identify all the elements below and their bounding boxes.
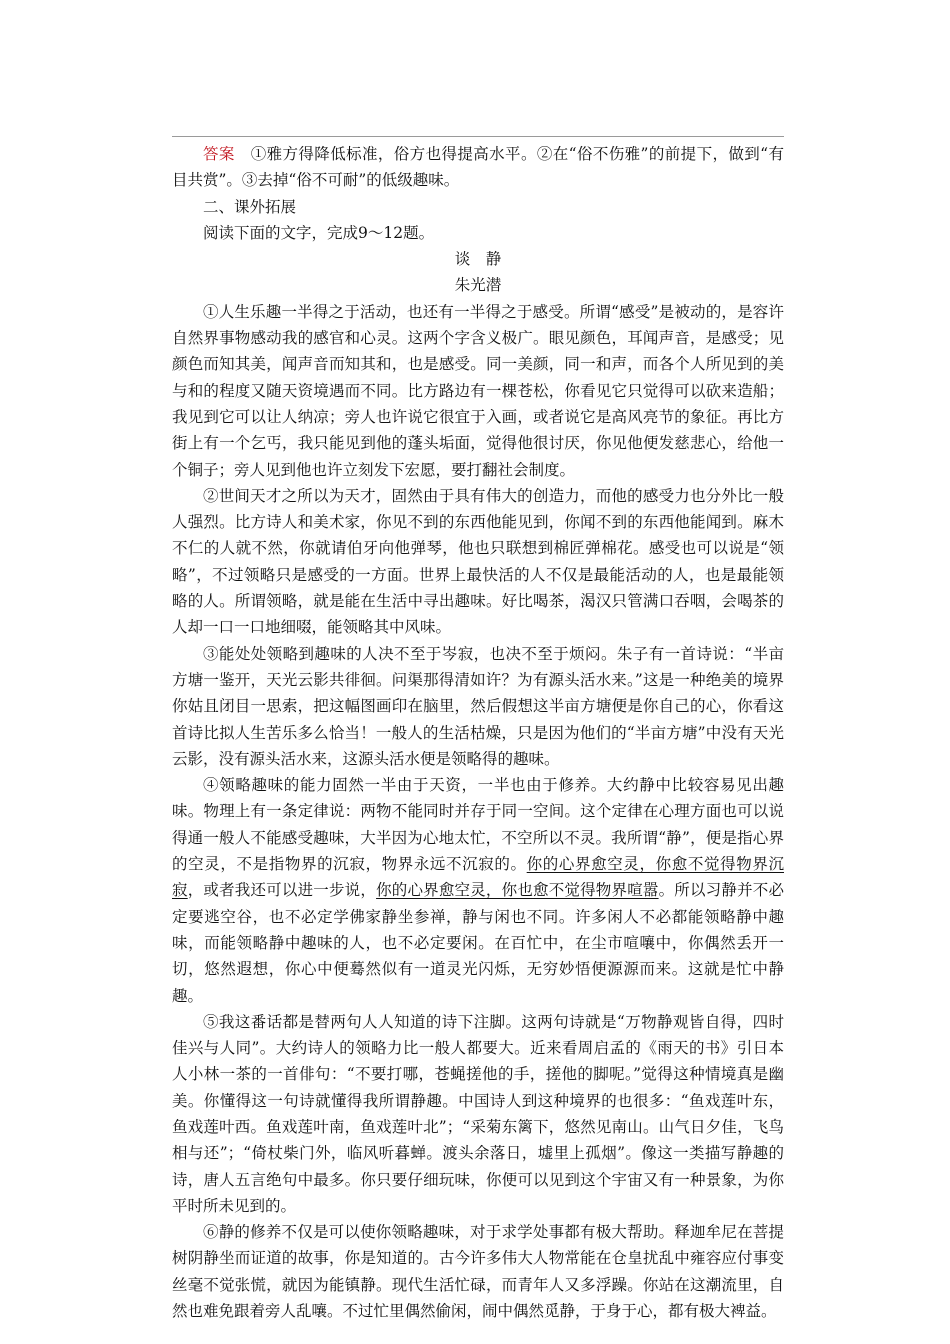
article-title: 谈 静 (454, 250, 502, 269)
underlined-sentence-1: 你的心界愈空灵，你愈不觉得物界沉寂 (172, 855, 784, 900)
article-paragraph-2: ②世间天才之所以为天才，固然由于具有伟大的创造力，而他的感受力也分外比一般人强烈。比方诗人和美术家，你见不到的东西他能见到，你闻不到的东西他能闻到。麻木不仁的人就不然，你就请伯牙向他弹琴，他也只联想到棉匠弹棉花。感受也可以说是“领略”，不过领略只是感受的一方面。世界上最快活的人不仅是最能活动的人，也是最能领略的人。所谓领略，就是能在生活中寻出趣味。好比喝茶，渴汉只管满口吞咽，会喝茶的人却一口一口地细啜，能领略其中风味。 (172, 486, 784, 637)
header-rule (172, 136, 784, 137)
answer-paragraph (172, 141, 784, 194)
section-heading: 二、课外拓展 (203, 197, 297, 216)
article-paragraph-5: ⑤我这番话都是替两句人人知道的诗下注脚。这两句诗就是“万物静观皆自得，四时佳兴与人同”。大约诗人的领略力比一般人都要大。近来看周启孟的《雨天的书》引日本人小林一茶的一首俳句：“不要打哪，苍蝇搓他的手，搓他的脚呢。”觉得这种情境真是幽美。你懂得这一句诗就懂得我所谓静趣。中国诗人到这种境界的也很多：“鱼戏莲叶东，鱼戏莲叶西。鱼戏莲叶南，鱼戏莲叶北”；“采菊东篱下，悠然见南山。山气日夕佳，飞鸟相与还”；“倚杖柴门外，临风听暮蝉。渡头余落日，墟里上孤烟”。像这一类描写静趣的诗，唐人五言绝句中最多。你只要仔细玩味，你便可以见到这个宇宙又有一种景象，为你平时所未见到的。 (172, 1012, 784, 1215)
underlined-sentence-2: 你的心界愈空灵，你也愈不觉得物界喧嚣 (376, 881, 659, 900)
article-paragraph-1: ①人生乐趣一半得之于活动，也还有一半得之于感受。所谓“感受”是被动的，是容许自然界事物感动我的感官和心灵。这两个字含义极广。眼见颜色，耳闻声音，是感受；见颜色而知其美，闻声音而知其和，也是感受。同一美颜，同一和声，而各个人所见到的美与和的程度又随天资境遇而不同。比方路边有一棵苍松，你看见它只觉得可以砍来造船；我见到它可以让人纳凉；旁人也许说它很宜于入画，或者说它是高风亮节的象征。再比方街上有一个乞丐，我只能见到他的蓬头垢面，觉得他很讨厌，你见他便发慈悲心，给他一个铜子；旁人见到他也许立刻发下宏愿，要打翻社会制度。 (172, 302, 784, 479)
document-body (172, 141, 784, 1324)
article-paragraph-3: ③能处处领略到趣味的人决不至于岑寂，也决不至于烦闷。朱子有一首诗说：“半亩方塘一鉴开，天光云影共徘徊。问渠那得清如许？为有源头活水来。”这是一种绝美的境界你姑且闭目一思索，把这幅图画印在脑里，然后假想这半亩方塘便是你自己的心，你看这首诗比拟人生苦乐多么恰当！一般人的生活枯燥，只是因为他们的“半亩方塘”中没有天光云影，没有源头活水来，这源头活水便是领略得的趣味。 (172, 644, 784, 768)
answer-label: 答案 (203, 145, 235, 163)
paragraph-4-text-c: 。所以习静并不必定要逃空谷，也不必定学佛家静坐参禅，静与闲也不同。许多闲人不必都能领略静中趣味，而能领略静中趣味的人，也不必定要闲。在百忙中，在尘市喧嚷中，你偶然丢开一切，悠然遐想，你心中便蓦然似有一道灵光闪烁，无穷妙悟便源源而来。这就是忙中静趣。 (172, 881, 784, 1005)
paragraph-4-text-b: ，或者我还可以进一步说， (187, 881, 377, 900)
article-author: 朱光潜 (454, 276, 502, 295)
answer-text: ①雅方得降低标准，俗方也得提高水平。②在“俗不伤雅”的前提下，做到“有目共赏”。③去掉“俗不可耐”的低级趣味。 (172, 145, 784, 190)
reading-instruction: 阅读下面的文字，完成9～12题。 (203, 223, 435, 242)
article-paragraph-4 (172, 772, 784, 1009)
paragraph-4-text-a: ④领略趣味的能力固然一半由于天资，一半也由于修养。大约静中比较容易见出趣味。物理上有一条定律说：两物不能同时并存于同一空间。这个定律在心理方面也可以说得通一般人不能感受趣味，大半因为心地太忙，不空所以不灵。我所谓“静”，便是指心界的空灵，不是指物界的沉寂，物界永远不沉寂的。 (172, 776, 784, 874)
article-paragraph-6: ⑥静的修养不仅是可以使你领略趣味，对于求学处事都有极大帮助。释迦牟尼在菩提树阴静坐而证道的故事，你是知道的。古今许多伟大人物常能在仓皇扰乱中雍容应付事变丝毫不觉张慌，就因为能镇静。现代生活忙碌，而青年人又多浮躁。你站在这潮流里，自然也难免跟着旁人乱嚷。不过忙里偶然偷闲，闹中偶然觅静，于身于心，都有极大裨益。 (172, 1223, 784, 1321)
